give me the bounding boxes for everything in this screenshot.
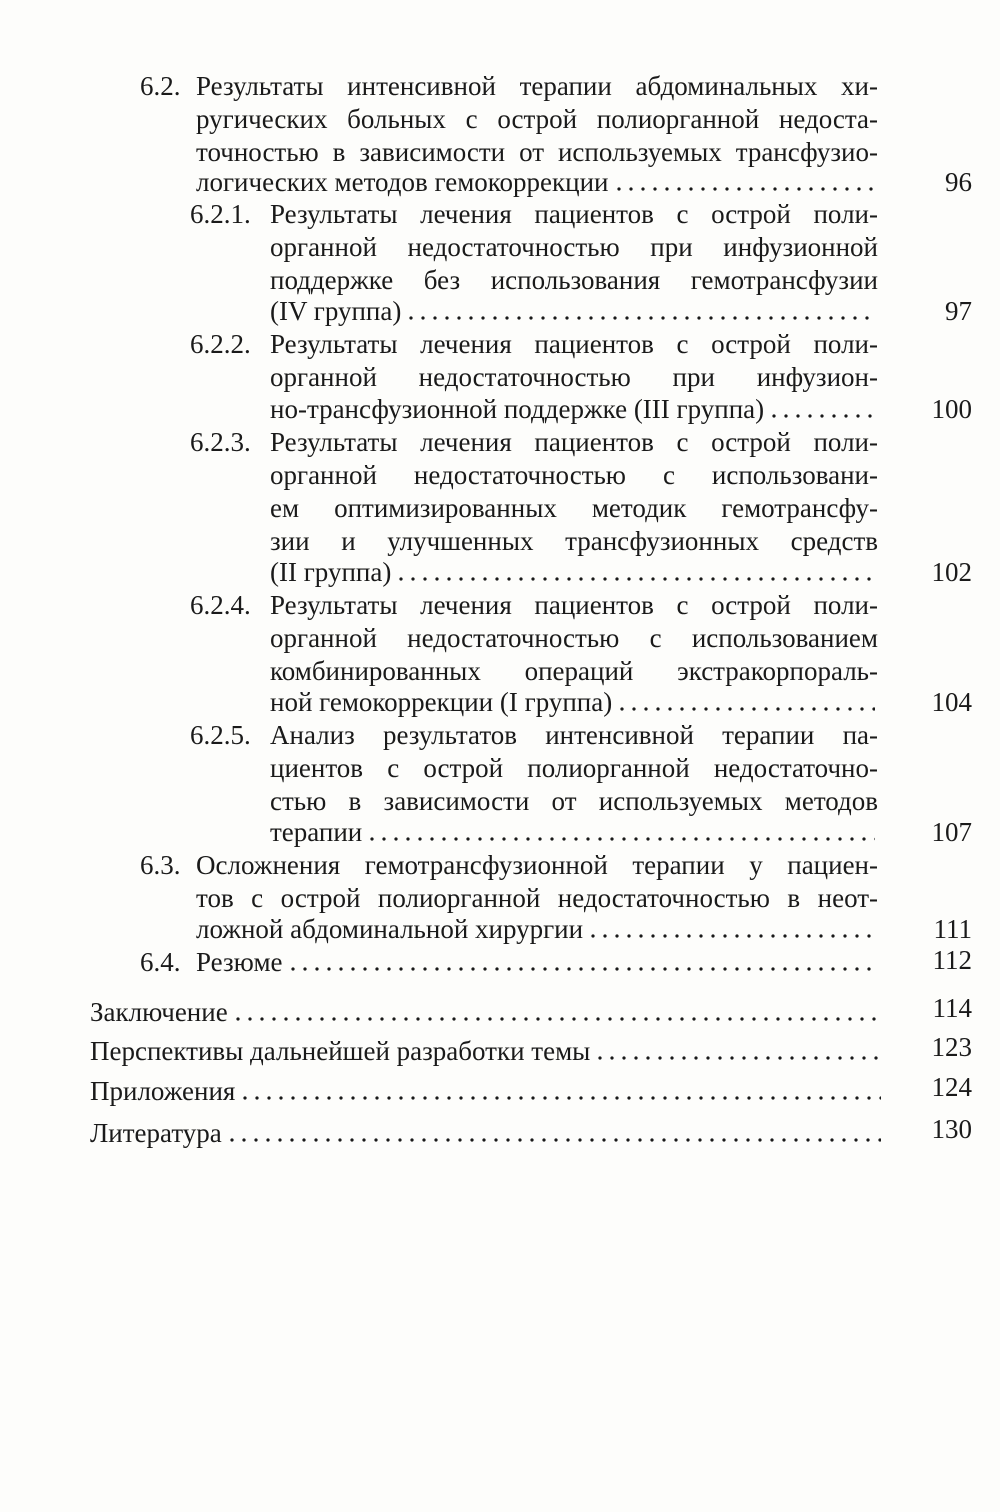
toc-entry-last-line xyxy=(90,1117,884,1150)
toc-entry-line: органной недостаточностью при инфузионной xyxy=(270,232,878,262)
toc-entry-number: 6.2. xyxy=(140,71,181,101)
toc-entry-line: органной недостаточностью при инфузион- xyxy=(270,362,878,392)
toc-entry-line: Анализ результатов интенсивной терапии па- xyxy=(270,720,878,750)
toc-entry-last-line xyxy=(270,393,878,426)
toc-entry-last-line xyxy=(270,686,878,719)
toc-entry-line: органной недостаточностью с использованием xyxy=(270,623,878,653)
toc-entry-line: Резюме xyxy=(196,947,283,977)
toc-entry-last-line xyxy=(270,556,878,589)
toc-page-number: 114 xyxy=(932,993,972,1023)
dot-leader xyxy=(239,1095,881,1101)
dot-leader xyxy=(287,966,875,972)
toc-entry-last-line xyxy=(90,996,884,1029)
toc-entry-number: 6.2.2. xyxy=(190,329,251,359)
toc-entry-line: Результаты лечения пациентов с острой поли- xyxy=(270,590,878,620)
toc-entry-line: терапии xyxy=(270,817,363,847)
toc-entry-line: (IV группа) xyxy=(270,296,402,326)
toc-entry-line: поддержке без использования гемотрансфузии xyxy=(270,265,878,295)
toc-entry-line: ной гемокоррекции (I группа) xyxy=(270,687,613,717)
toc-entry-line: стью в зависимости от используемых методов xyxy=(270,786,878,816)
dot-leader xyxy=(366,836,875,842)
toc-page-number: 100 xyxy=(931,394,972,424)
dot-leader xyxy=(232,1016,881,1022)
toc-entry-line: но-трансфузионной поддержке (III группа) xyxy=(270,394,765,424)
toc-entry-line: Заключение xyxy=(90,997,228,1027)
toc-entry-line: органной недостаточностью с использовани- xyxy=(270,460,878,490)
toc-entry-line: Результаты лечения пациентов с острой поли- xyxy=(270,329,878,359)
toc-page-number: 123 xyxy=(931,1032,972,1062)
toc-entry-line: Литература xyxy=(90,1118,222,1148)
toc-page-number: 111 xyxy=(933,914,972,944)
toc-entry-number: 6.4. xyxy=(140,947,181,977)
toc-entry-last-line xyxy=(270,816,878,849)
toc-entry-last-line xyxy=(90,1035,884,1068)
dot-leader xyxy=(768,413,875,419)
toc-page-number: 104 xyxy=(931,687,972,717)
toc-entry-line: ем оптимизированных методик гемотрансфу- xyxy=(270,493,878,523)
dot-leader xyxy=(587,933,875,939)
toc-entry-line: Приложения xyxy=(90,1076,236,1106)
toc-entry-number: 6.2.4. xyxy=(190,590,251,620)
toc-entry-line: точностью в зависимости от используемых трансфузио- xyxy=(196,137,878,167)
dot-leader xyxy=(405,315,875,321)
toc-page-number: 96 xyxy=(945,167,972,197)
toc-entry-last-line xyxy=(270,295,878,328)
toc-entry-line: Результаты лечения пациентов с острой поли- xyxy=(270,199,878,229)
toc-entry-number: 6.2.5. xyxy=(190,720,251,750)
toc-page-number: 102 xyxy=(931,557,972,587)
toc-entry-last-line xyxy=(196,166,878,199)
toc-entry-number: 6.2.1. xyxy=(190,199,251,229)
dot-leader xyxy=(616,706,875,712)
toc-entry-line: Результаты интенсивной терапии абдоминальных хи- xyxy=(196,71,878,101)
dot-leader xyxy=(594,1055,881,1061)
toc-entry-last-line xyxy=(196,913,878,946)
toc-entry-line: комбинированных операций экстракорпораль- xyxy=(270,656,878,686)
toc-page-number: 112 xyxy=(932,945,972,975)
toc-entry-last-line xyxy=(90,1075,884,1108)
toc-entry-line: ругических больных с острой полиорганной недоста- xyxy=(196,104,878,134)
toc-page-number: 130 xyxy=(931,1114,972,1144)
dot-leader xyxy=(226,1137,881,1143)
dot-leader xyxy=(395,576,875,582)
dot-leader xyxy=(613,186,876,192)
toc-entry-last-line xyxy=(196,946,878,979)
toc-entry-line: логических методов гемокоррекции xyxy=(196,167,609,197)
toc-entry-line: циентов с острой полиорганной недостаточно- xyxy=(270,753,878,783)
toc-entry-line: Осложнения гемотрансфузионной терапии у пациен- xyxy=(196,850,878,880)
toc-page-number: 97 xyxy=(945,296,972,326)
toc-entry-number: 6.2.3. xyxy=(190,427,251,457)
toc-page-number: 107 xyxy=(931,817,972,847)
toc-entry-line: зии и улучшенных трансфузионных средств xyxy=(270,526,878,556)
toc-entry-line: Результаты лечения пациентов с острой поли- xyxy=(270,427,878,457)
toc-entry-number: 6.3. xyxy=(140,850,181,880)
toc-entry-line: Перспективы дальнейшей разработки темы xyxy=(90,1036,591,1066)
toc-entry-line: ложной абдоминальной хирургии xyxy=(196,914,584,944)
toc-page-number: 124 xyxy=(931,1072,972,1102)
toc-entry-line: тов с острой полиорганной недостаточностью в неот- xyxy=(196,883,878,913)
toc-entry-line: (II группа) xyxy=(270,557,392,587)
